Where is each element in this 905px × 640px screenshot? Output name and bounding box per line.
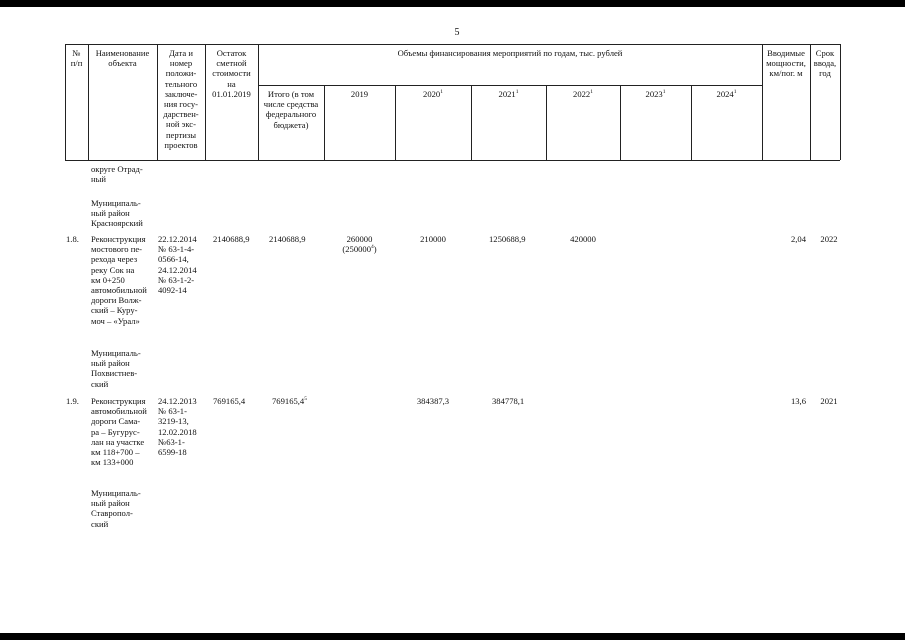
district-heading: Муниципаль- ный район Похвистнев- ский <box>91 348 141 389</box>
row-number: 1.8. <box>66 234 79 244</box>
header-year-2024: 2024$^1$ <box>716 89 737 99</box>
commissioning-year: 2021 <box>820 396 838 406</box>
expert-conclusion: 24.12.2013 № 63-1- 3219-13, 12.02.2018 №63-1- 6599-18 <box>158 396 197 458</box>
funding-2021: 1250688,9 <box>489 234 526 244</box>
continued-object-name: округе Отрад- ный <box>91 164 143 185</box>
row-number: 1.9. <box>66 396 79 406</box>
scan-border-top <box>0 0 905 7</box>
funding-2019: 260000 (250000$^4$) <box>342 234 377 255</box>
estimate-balance: 2140688,9 <box>213 234 250 244</box>
header-year-2020: 2020$^1$ <box>423 89 443 99</box>
funding-total: 769165,4$^5$ <box>272 396 307 406</box>
funding-2020: 384387,3 <box>416 396 450 406</box>
object-name: Реконструкция автомобильной дороги Сама- ра – Бугурус- лан на участке км 118+700 – км 133+000 <box>91 396 147 468</box>
scan-border-bottom <box>0 633 905 640</box>
capacity: 13,6 <box>790 396 806 406</box>
header-funding-group: Объемы финансирования мероприятий по годам, тыс. рублей <box>397 48 623 58</box>
grid-line <box>840 44 841 160</box>
header-col-capacity: Вводимые мощности, км/пог. м <box>766 48 806 79</box>
page-number: 5 <box>454 27 460 38</box>
header-col-deadline: Срок ввода, год <box>813 48 837 79</box>
funding-total: 2140688,9 <box>269 234 306 244</box>
commissioning-year: 2022 <box>820 234 838 244</box>
header-year-2021: 2021$^1$ <box>498 89 519 99</box>
funding-2021: 384778,1 <box>492 396 525 406</box>
estimate-balance: 769165,4 <box>213 396 246 406</box>
district-heading: Муниципаль- ный район Красноярский <box>91 198 143 229</box>
capacity: 2,04 <box>790 234 806 244</box>
funding-2022: 420000 <box>570 234 596 244</box>
header-col-number: № п/п <box>70 48 83 69</box>
header-year-2022: 2022$^1$ <box>573 89 593 99</box>
funding-subheader-line <box>258 85 762 86</box>
table-header-bottom-border <box>65 160 840 161</box>
header-col-object-name: Наименование объекта <box>95 48 150 69</box>
header-col-expert-conclusion: Дата и номер положи- тельного заключе- ния госу- дарствен- ной экс- пертизы проектов <box>163 48 199 150</box>
district-heading: Муниципаль- ный район Ставропол- ский <box>91 488 141 529</box>
table-top-border <box>65 44 840 45</box>
header-col-estimate-balance: Остаток сметной стоимости на 01.01.2019 <box>212 48 251 99</box>
expert-conclusion: 22.12.2014 № 63-1-4- 0566-14, 24.12.2014 № 63-1-2- 4092-14 <box>158 234 197 296</box>
header-year-2023: 2023$^1$ <box>645 89 666 99</box>
object-name: Реконструкция мостового пе- рехода через реку Сок на км 0+250 автомобильной дороги Волж- ский – Куру- моч – «Урал» <box>91 234 147 326</box>
funding-2020: 210000 <box>420 234 446 244</box>
header-col-total: Итого (в том числе средства федерального бюджета) <box>263 89 319 130</box>
header-year-2019: 2019 <box>350 89 369 99</box>
